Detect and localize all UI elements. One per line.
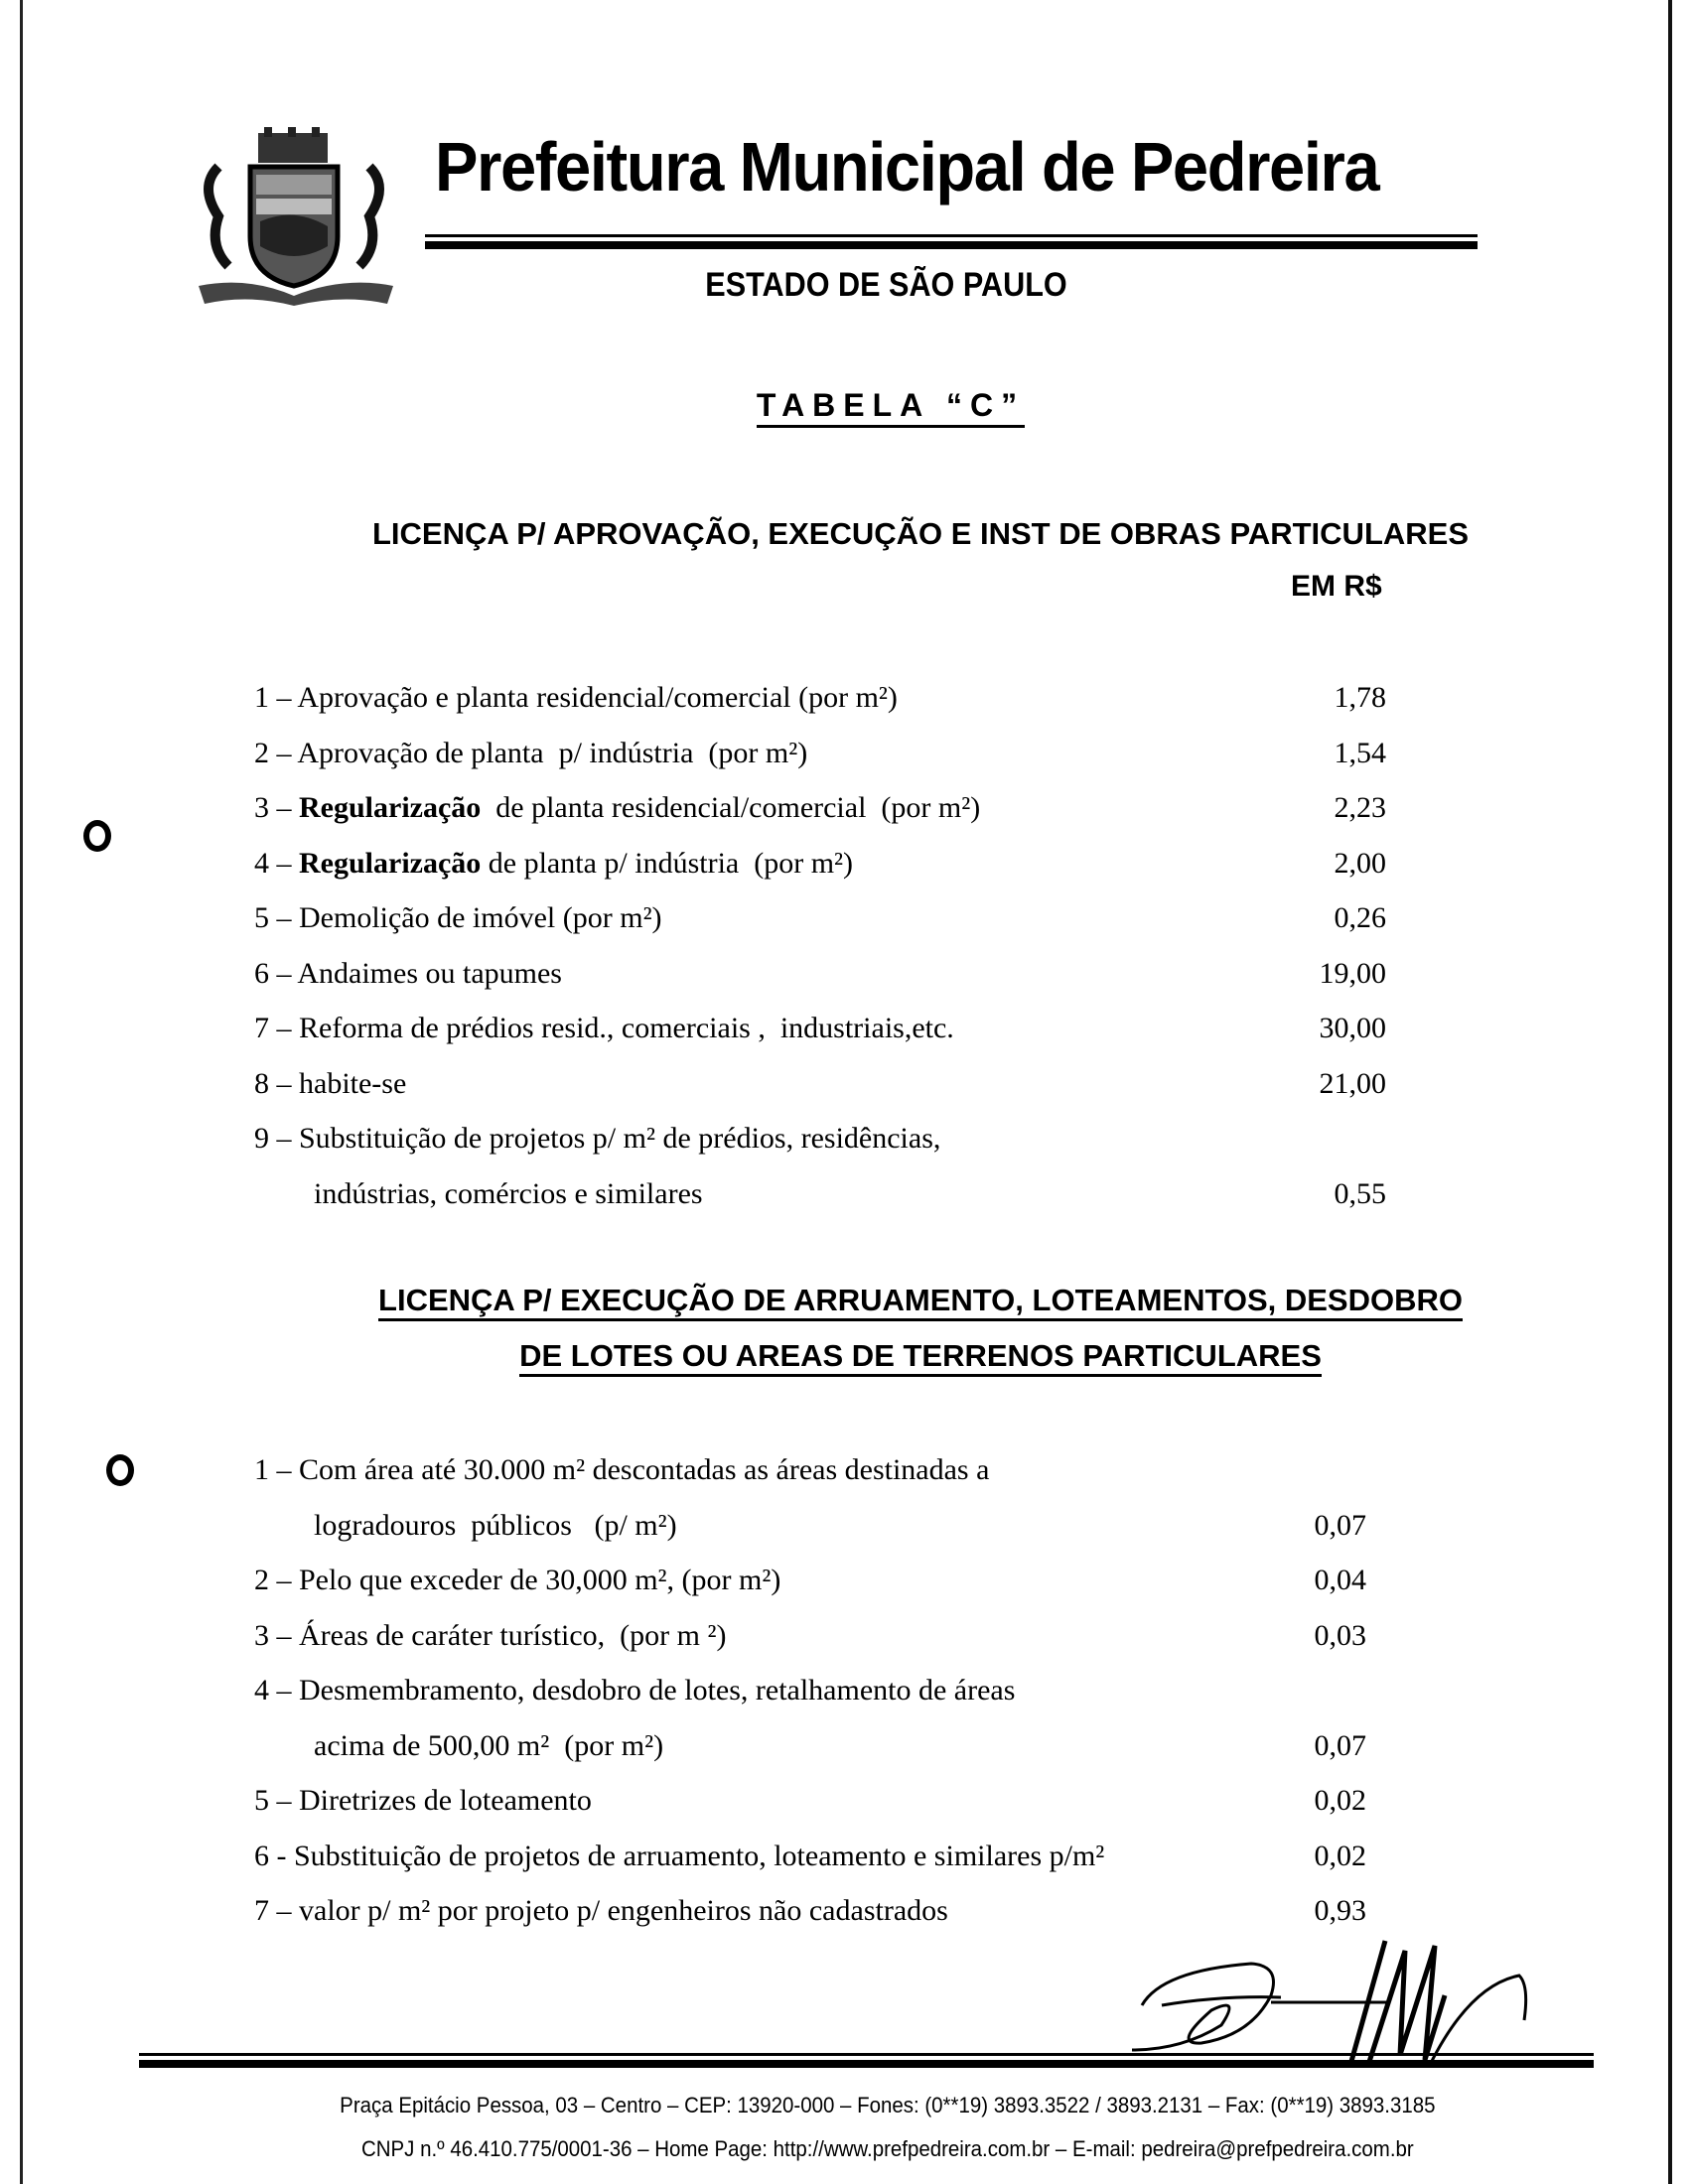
row-value: 0,55	[1334, 1176, 1386, 1210]
table-row	[254, 847, 1396, 887]
row-number: 6	[254, 956, 269, 990]
row-number: 4	[254, 1674, 269, 1706]
table-row	[254, 1012, 1396, 1051]
row-number: 3	[254, 1618, 269, 1652]
punch-hole-icon	[106, 1454, 134, 1486]
row-number: 1	[254, 1453, 269, 1486]
row-description: 7 – Reforma de prédios resid., comerciais , industriais,etc.	[254, 1012, 954, 1044]
footer-address: Praça Epitácio Pessoa, 03 – Centro – CEP: 13920-000 – Fones: (0**19) 3893.3522 / 3893.2131 – Fax: (0**19) 3893.3185	[340, 2093, 1436, 2117]
table-title	[0, 387, 1692, 424]
row-text: Demolição de imóvel (por m²)	[299, 901, 662, 934]
header-rule	[425, 241, 1478, 249]
row-description: 5 – Demolição de imóvel (por m²)	[254, 901, 662, 934]
row-value: 1,54	[1334, 736, 1386, 769]
row-number: 7	[254, 1012, 269, 1044]
table-row	[254, 901, 1396, 941]
row-description: 8 – habite-se	[254, 1066, 407, 1100]
table-row	[254, 1840, 1396, 1879]
table-row	[254, 681, 1396, 721]
row-value: 30,00	[1319, 1012, 1386, 1044]
org-title: Prefeitura Municipal de Pedreira	[435, 128, 1379, 205]
row-continuation-text: indústrias, comércios e similares	[314, 1176, 703, 1210]
section2-heading-line1	[0, 1283, 1692, 1318]
row-number: 1	[254, 681, 269, 714]
row-number: 5	[254, 901, 269, 934]
state-subtitle: ESTADO DE SÃO PAULO	[705, 266, 1067, 304]
scan-edge-right	[1668, 0, 1672, 2184]
header-rule	[425, 234, 1478, 237]
section2-heading-text: LICENÇA P/ EXECUÇÃO DE ARRUAMENTO, LOTEAMENTOS, DESDOBRO	[378, 1283, 1463, 1321]
table-row	[254, 957, 1396, 997]
row-description: 6 - Substituição de projetos de arruamento, loteamento e similares p/m²	[254, 1839, 1105, 1872]
table-row	[254, 1564, 1396, 1603]
row-text: valor p/ m² por projeto p/ engenheiros não cadastrados	[299, 1894, 948, 1927]
scan-edge-left	[20, 0, 23, 2184]
handwritten-signature-icon	[1102, 1936, 1529, 2065]
section2-heading-line2	[0, 1338, 1692, 1374]
row-description: 4 – Regularização de planta p/ indústria (por m²)	[254, 846, 854, 880]
table-row	[254, 1122, 1396, 1161]
row-text: Pelo que exceder de 30,000 m², (por m²)	[299, 1564, 781, 1596]
row-description: 6 – Andaimes ou tapumes	[254, 956, 562, 990]
row-text: Diretrizes de loteamento	[299, 1784, 592, 1817]
row-number: 7	[254, 1894, 269, 1927]
row-text: Substituição de projetos p/ m² de prédios, residências,	[299, 1122, 941, 1155]
table-row	[254, 1784, 1396, 1824]
table-title-text: TABELA “C”	[757, 387, 1025, 428]
footer-rule	[139, 2053, 1594, 2056]
footer-contact: CNPJ n.º 46.410.775/0001-36 – Home Page: http://www.prefpedreira.com.br – E-mail: pedreira@prefpedreira.com.br	[360, 2136, 1414, 2161]
row-number: 8	[254, 1066, 269, 1100]
table-row	[254, 1067, 1396, 1107]
row-number: 4	[254, 846, 269, 880]
table-row-continuation	[254, 1509, 1396, 1549]
footer-rule	[139, 2060, 1594, 2068]
row-text: Andaimes ou tapumes	[297, 956, 562, 990]
row-description: 1 – Com área até 30.000 m² descontadas as áreas destinadas a	[254, 1453, 990, 1486]
row-description: 7 – valor p/ m² por projeto p/ engenheiros não cadastrados	[254, 1894, 948, 1927]
row-emphasis: Regularização	[299, 846, 482, 880]
row-number: 2	[254, 736, 269, 769]
row-text: Reforma de prédios resid., comerciais , industriais,etc.	[299, 1012, 954, 1044]
row-value: 0,04	[1314, 1564, 1366, 1596]
row-number: 9	[254, 1122, 269, 1155]
section1-heading: LICENÇA P/ APROVAÇÃO, EXECUÇÃO E INST DE OBRAS PARTICULARES	[371, 516, 1470, 551]
row-emphasis: Regularização	[299, 791, 482, 824]
row-description: 3 – Áreas de caráter turístico, (por m ²)	[254, 1618, 727, 1652]
row-value: 0,02	[1314, 1839, 1366, 1872]
row-value: 21,00	[1319, 1066, 1386, 1100]
row-continuation-text: logradouros públicos (p/ m²)	[314, 1508, 677, 1542]
row-description: 5 – Diretrizes de loteamento	[254, 1784, 592, 1817]
row-text: Desmembramento, desdobro de lotes, retalhamento de áreas	[299, 1674, 1016, 1706]
row-number: 3	[254, 791, 269, 824]
row-text: de planta residencial/comercial (por m²)	[481, 791, 981, 824]
table-row-continuation	[254, 1177, 1396, 1217]
row-continuation-text: acima de 500,00 m² (por m²)	[314, 1728, 664, 1762]
row-value: 19,00	[1319, 956, 1386, 990]
row-value: 2,00	[1334, 846, 1386, 880]
row-description: 4 – Desmembramento, desdobro de lotes, retalhamento de áreas	[254, 1674, 1016, 1706]
row-value: 0,07	[1314, 1728, 1366, 1762]
row-number: 2	[254, 1564, 269, 1596]
table-row	[254, 737, 1396, 776]
row-text: Aprovação de planta p/ indústria (por m²)	[297, 736, 808, 769]
row-description: 9 – Substituição de projetos p/ m² de prédios, residências,	[254, 1122, 941, 1155]
table-row	[254, 1619, 1396, 1659]
row-description: 3 – Regularização de planta residencial/comercial (por m²)	[254, 791, 981, 824]
row-text: Aprovação e planta residencial/comercial (por m²)	[297, 681, 898, 714]
table-row	[254, 1453, 1396, 1493]
table-row	[254, 1674, 1396, 1713]
table-row-continuation	[254, 1729, 1396, 1769]
row-text: habite-se	[299, 1066, 407, 1100]
row-description: 1 – Aprovação e planta residencial/comercial (por m²)	[254, 681, 898, 714]
row-value: 1,78	[1334, 681, 1386, 714]
punch-hole-icon	[83, 820, 111, 852]
table-row	[254, 791, 1396, 831]
row-value: 0,26	[1334, 901, 1386, 934]
row-number: 5	[254, 1784, 269, 1817]
row-value: 0,03	[1314, 1618, 1366, 1652]
row-text: Áreas de caráter turístico, (por m ²)	[299, 1618, 727, 1652]
row-text: de planta p/ indústria (por m²)	[481, 846, 854, 880]
row-text: Substituição de projetos de arruamento, loteamento e similares p/m²	[294, 1839, 1105, 1872]
row-value: 0,02	[1314, 1784, 1366, 1817]
table-row	[254, 1894, 1396, 1934]
currency-label: EM R$	[1291, 570, 1382, 603]
row-value: 0,93	[1314, 1894, 1366, 1927]
section2-heading-text: DE LOTES OU AREAS DE TERRENOS PARTICULARES	[519, 1338, 1322, 1377]
row-value: 2,23	[1334, 791, 1386, 824]
row-text: Com área até 30.000 m² descontadas as áreas destinadas a	[299, 1453, 990, 1486]
row-description: 2 – Pelo que exceder de 30,000 m², (por m²)	[254, 1564, 781, 1596]
row-value: 0,07	[1314, 1508, 1366, 1542]
row-description: 2 – Aprovação de planta p/ indústria (por m²)	[254, 736, 808, 769]
row-number: 6	[254, 1839, 269, 1872]
